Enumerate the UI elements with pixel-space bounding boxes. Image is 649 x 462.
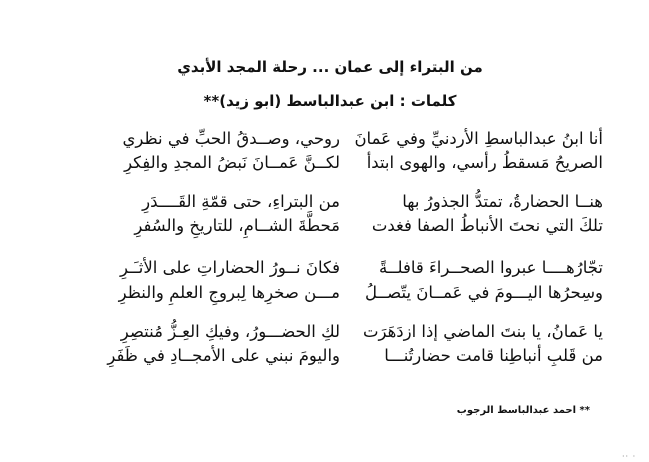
verse-right: الصريحُ مَسقطُ رأسي، والهوى ابتدأ xyxy=(366,153,603,172)
verse-right: يا عَمانُ، يا بنتَ الماضي إذا ازدَهَرَت xyxy=(362,322,603,341)
verse-right: هنــا الحضارةُ، تمتدُّ الجذورُ بها xyxy=(402,192,603,211)
verse-left: لكــنَّ عَمــانَ نَبضُ المجدِ والفِكرِ xyxy=(124,153,340,172)
verse-right: تجّارُهــــا عبروا الصحــراءَ قافلــةً xyxy=(379,258,603,277)
author-footnote: ** احمد عبدالباسط الرجوب xyxy=(456,405,590,416)
verse-right: أنا ابنُ عبدالباسطِ الأردنيِّ وفي عَمانَ xyxy=(354,129,603,148)
verse-left: فكانَ نــورُ الحضاراتِ على الأثـَـرِ xyxy=(120,258,340,277)
verse-left: من البتراءِ، حتى قمّةِ القَــــدَرِ xyxy=(142,192,340,211)
page-corner-marker: ·· · xyxy=(622,452,637,461)
verse-left: لكِ الحضـــورُ، وفيكِ العِـزُّ مُنتصِرِ xyxy=(120,322,340,341)
verse-left: مَحطَّةَ الشــامِ، للتاريخِ والسُفرِ xyxy=(134,216,340,235)
poem-title: من البتراء إلى عمان ... رحلة المجد الأبدي xyxy=(177,58,483,76)
verse-right: من قَلبِ أنباطِنا قامت حضارتُنـــا xyxy=(384,346,603,365)
verse-left: مـــن صخرِها لِبروجِ العلمِ والنظرِ xyxy=(118,283,340,302)
poem-byline: كلمات : ابن عبدالباسط (ابو زيد)** xyxy=(203,92,457,110)
verse-left: واليومَ نبني على الأمجــادِ في ظَفَرِ xyxy=(107,346,340,365)
verse-left: روحي، وصــدقُ الحبِّ في نظري xyxy=(122,129,340,148)
verse-right: تلكَ التي نحتَ الأنباطُ الصفا فغدت xyxy=(371,216,603,235)
verse-right: وسِحرُها اليـــومَ في عَمــانَ يتّصــلُ xyxy=(365,283,603,302)
